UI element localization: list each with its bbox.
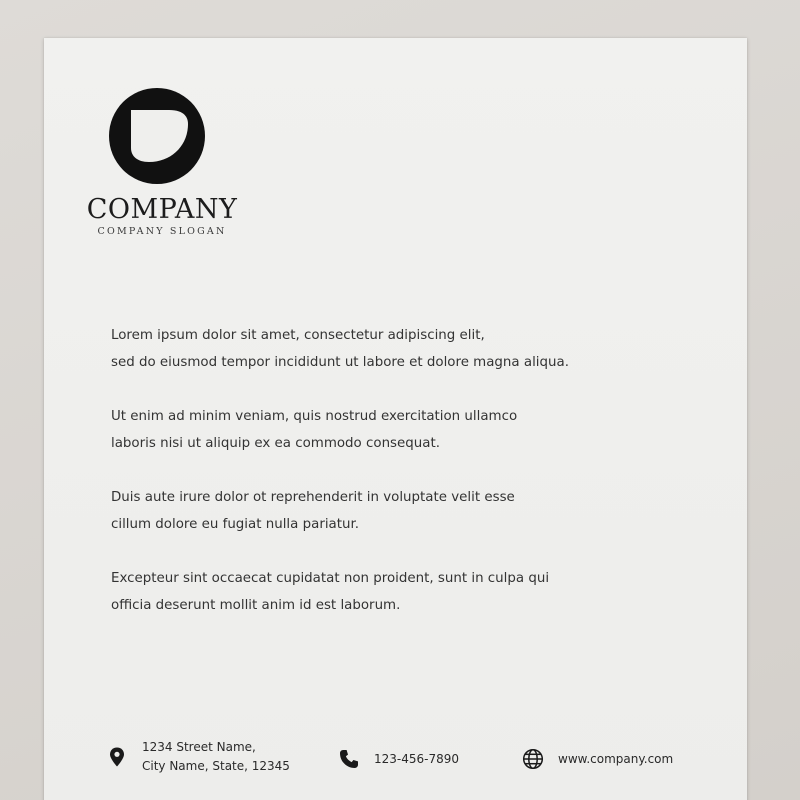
company-name: COMPANY (86, 194, 238, 225)
body-line: Duis aute irure dolor ot reprehenderit in voluptate velit esse (111, 490, 515, 505)
body-paragraph (111, 565, 691, 619)
phone-icon (338, 748, 360, 770)
footer-address (106, 738, 290, 776)
footer-website (522, 748, 673, 770)
address-line-2: City Name, State, 12345 (142, 759, 290, 773)
body-line: Ut enim ad minim veniam, quis nostrud exercitation ullamco (111, 409, 518, 424)
phone-number: 123-456-7890 (374, 752, 460, 766)
body-line: Lorem ipsum dolor sit amet, consectetur adipiscing elit, (111, 328, 485, 343)
body-line: sed do eiusmod tempor incididunt ut labore et dolore magna aliqua. (111, 355, 569, 370)
body-line: cillum dolore eu fugiat nulla pariatur. (111, 517, 360, 532)
map-pin-icon (106, 746, 128, 768)
footer-phone (338, 748, 459, 770)
website-url[interactable]: www.company.com (558, 752, 674, 766)
body-line: officia deserunt mollit anim id est laborum. (111, 598, 401, 613)
body-paragraph (111, 403, 691, 457)
body-line: laboris nisi ut aliquip ex ea commodo consequat. (111, 436, 440, 451)
leaf-circle-logo-icon (109, 88, 205, 184)
body-line: Excepteur sint occaecat cupidatat non proident, sunt in culpa qui (111, 571, 550, 586)
globe-icon (522, 748, 544, 770)
body-paragraph (111, 484, 691, 538)
address-line-1: 1234 Street Name, (142, 740, 256, 754)
body-paragraph (111, 322, 691, 376)
letter-body (111, 322, 691, 646)
letterhead-page (44, 38, 747, 800)
company-slogan: COMPANY SLOGAN (97, 226, 227, 237)
